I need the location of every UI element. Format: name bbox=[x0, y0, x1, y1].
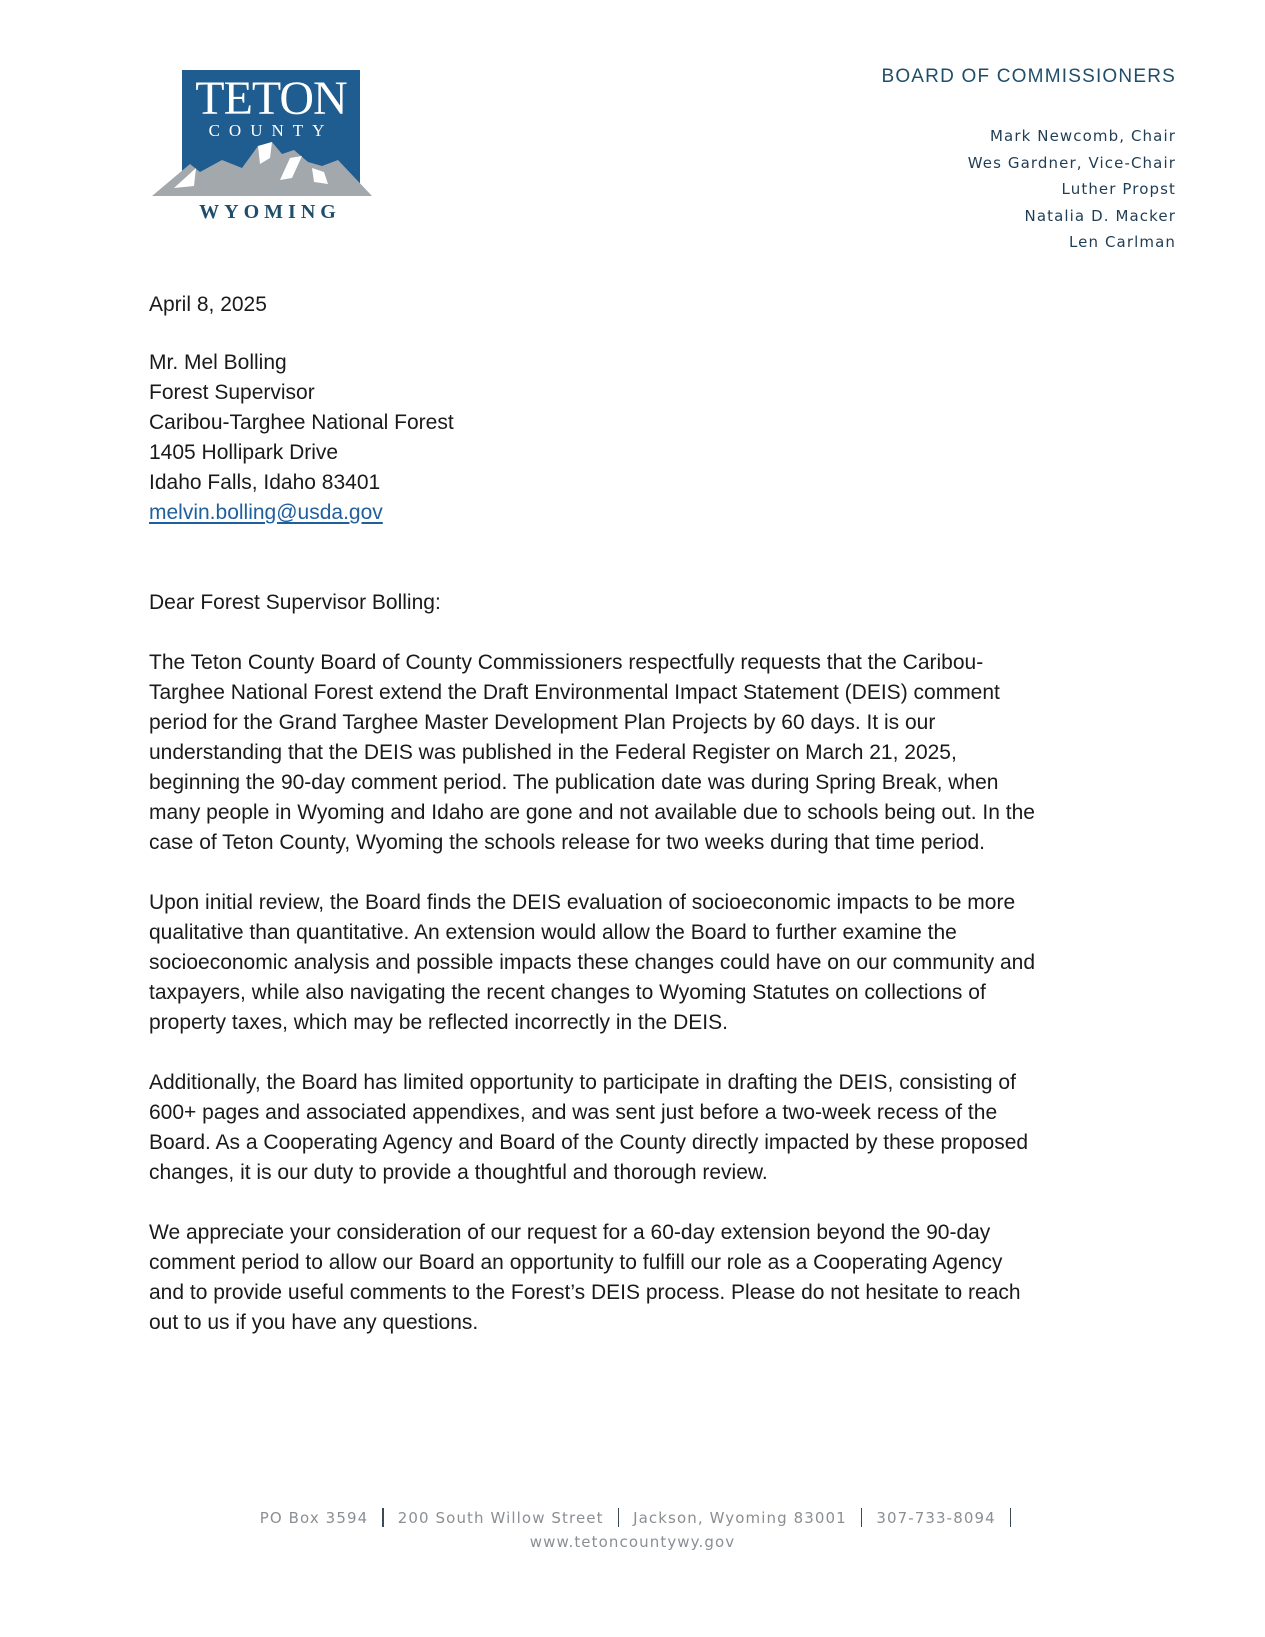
footer-po-box: PO Box 3594 bbox=[259, 1508, 369, 1527]
paragraph-line: comment period to allow our Board an opportunity to fulfill our role as a Cooperating Agency bbox=[149, 1251, 1003, 1274]
paragraph-line: and to provide useful comments to the Forest’s DEIS process. Please do not hesitate to reach bbox=[149, 1281, 1021, 1304]
recipient-email-link[interactable]: melvin.bolling@usda.gov bbox=[149, 501, 383, 524]
letterhead-footer bbox=[0, 1508, 1265, 1551]
commissioner-name: Natalia D. Macker bbox=[1024, 206, 1176, 225]
letter-date: April 8, 2025 bbox=[149, 293, 267, 316]
recipient-street: 1405 Hollipark Drive bbox=[149, 441, 339, 464]
recipient-city-state-zip: Idaho Falls, Idaho 83401 bbox=[149, 471, 381, 494]
paragraph-line: Additionally, the Board has limited opportunity to participate in drafting the DEIS, consisting of bbox=[149, 1071, 1016, 1094]
commissioner-name: Wes Gardner, Vice-Chair bbox=[967, 153, 1176, 172]
paragraph-line: Targhee National Forest extend the Draft Environmental Impact Statement (DEIS) comment bbox=[149, 681, 1000, 704]
footer-divider bbox=[382, 1508, 384, 1527]
paragraph-line: We appreciate your consideration of our request for a 60-day extension beyond the 90-day bbox=[149, 1221, 991, 1244]
paragraph-line: out to us if you have any questions. bbox=[149, 1311, 479, 1334]
paragraph-line: beginning the 90-day comment period. The publication date was during Spring Break, when bbox=[149, 771, 999, 794]
paragraph-line: understanding that the DEIS was published in the Federal Register on March 21, 2025, bbox=[149, 741, 957, 764]
paragraph-line: 600+ pages and associated appendixes, and was sent just before a two-week recess of the bbox=[149, 1101, 998, 1124]
board-title: BOARD OF COMMISSIONERS bbox=[881, 66, 1176, 87]
footer-contact-line bbox=[0, 1508, 1265, 1527]
paragraph-line: socioeconomic analysis and possible impacts these changes could have on our community and bbox=[149, 951, 1035, 974]
paragraph-line: qualitative than quantitative. An extension would allow the Board to further examine the bbox=[149, 921, 957, 944]
footer-phone: 307-733-8094 bbox=[876, 1508, 996, 1527]
paragraph-line: many people in Wyoming and Idaho are gone and not available due to schools being out. In the bbox=[149, 801, 1035, 824]
paragraph-line: Upon initial review, the Board finds the DEIS evaluation of socioeconomic impacts to be more bbox=[149, 891, 1016, 914]
paragraph-line: property taxes, which may be reflected incorrectly in the DEIS. bbox=[149, 1011, 728, 1034]
footer-website: www.tetoncountywy.gov bbox=[529, 1533, 736, 1551]
paragraph-line: Board. As a Cooperating Agency and Board of the County directly impacted by these proposed bbox=[149, 1131, 1029, 1154]
commissioner-name: Luther Propst bbox=[1061, 180, 1176, 198]
footer-city: Jackson, Wyoming 83001 bbox=[633, 1508, 847, 1527]
paragraph-line: period for the Grand Targhee Master Development Plan Projects by 60 days. It is our bbox=[149, 711, 936, 734]
commissioner-name: Mark Newcomb, Chair bbox=[990, 127, 1176, 145]
footer-street: 200 South Willow Street bbox=[397, 1508, 604, 1527]
teton-county-logo bbox=[152, 68, 372, 228]
paragraph-line: taxpayers, while also navigating the recent changes to Wyoming Statutes on collections of bbox=[149, 981, 986, 1004]
body-paragraph-2 bbox=[149, 888, 1035, 1038]
paragraph-line: case of Teton County, Wyoming the schools release for two weeks during that time period. bbox=[149, 831, 985, 854]
logo-line-county: COUNTY bbox=[208, 121, 334, 140]
recipient-address-block bbox=[149, 348, 454, 528]
paragraph-line: changes, it is our duty to provide a thoughtful and thorough review. bbox=[149, 1161, 768, 1184]
mountain-icon bbox=[152, 68, 372, 228]
logo-line-wyoming: WYOMING bbox=[199, 201, 341, 223]
salutation: Dear Forest Supervisor Bolling: bbox=[149, 591, 441, 614]
recipient-title: Forest Supervisor bbox=[149, 381, 315, 404]
paragraph-line: The Teton County Board of County Commissioners respectfully requests that the Caribou- bbox=[149, 651, 984, 674]
logo-line-teton: TETON bbox=[195, 72, 347, 125]
body-paragraph-1 bbox=[149, 648, 1035, 858]
body-paragraph-4 bbox=[149, 1218, 1021, 1338]
recipient-name: Mr. Mel Bolling bbox=[149, 351, 287, 374]
recipient-organization: Caribou-Targhee National Forest bbox=[149, 411, 454, 434]
footer-divider bbox=[1010, 1508, 1012, 1527]
body-paragraph-3 bbox=[149, 1068, 1028, 1188]
footer-divider bbox=[861, 1508, 863, 1527]
footer-divider bbox=[618, 1508, 620, 1527]
commissioner-name: Len Carlman bbox=[1068, 233, 1176, 251]
commissioner-list bbox=[968, 123, 1176, 256]
